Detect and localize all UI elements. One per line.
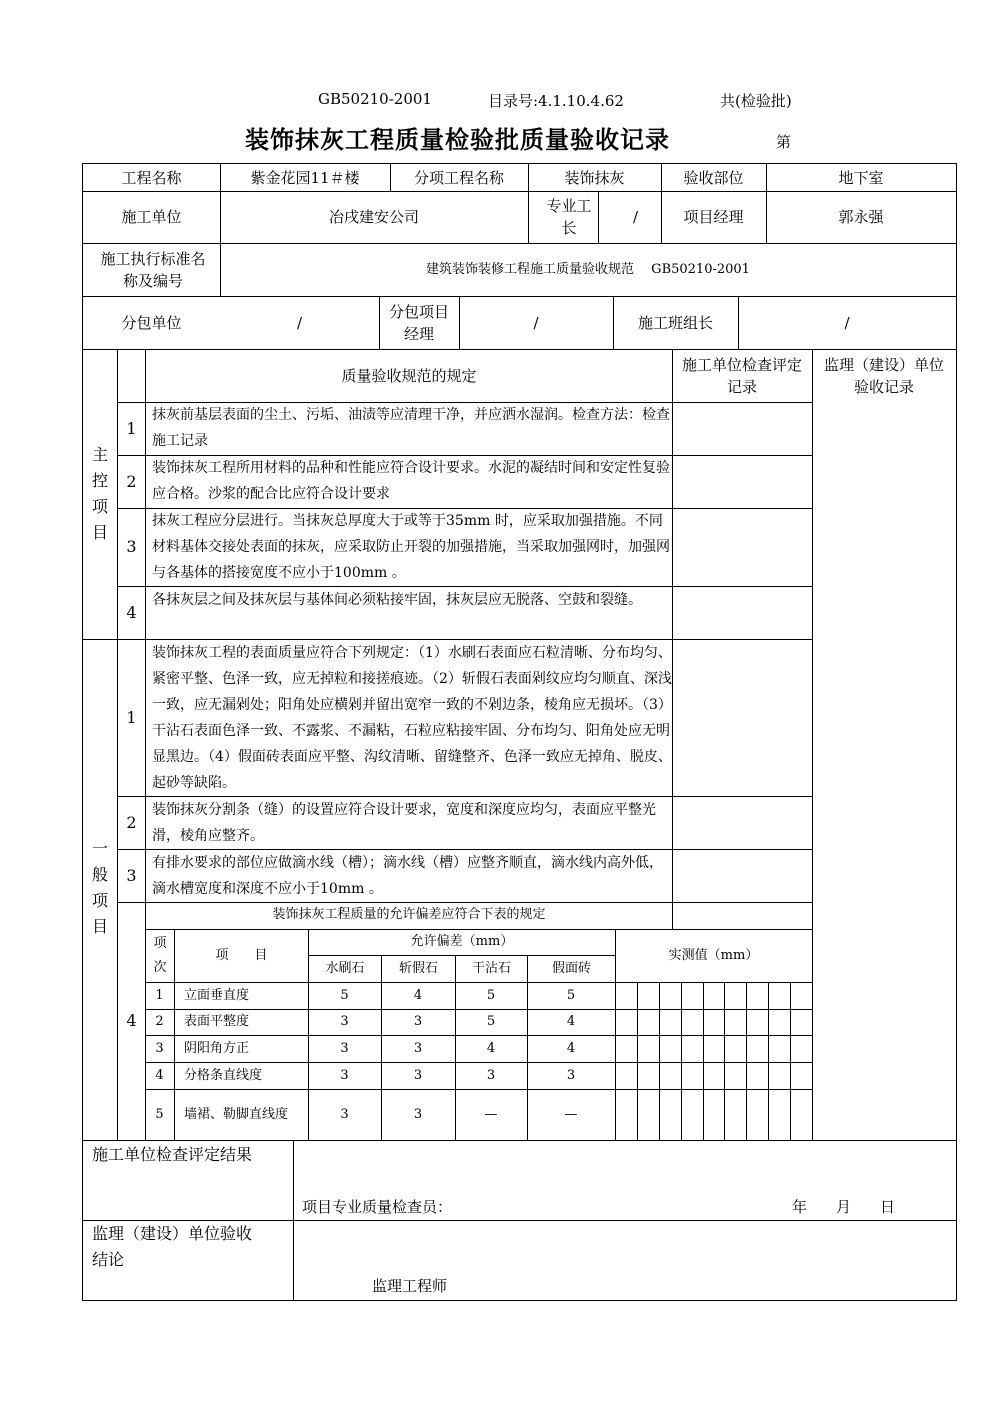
tol-row-no: 1: [155, 987, 164, 1003]
foreman: /: [632, 208, 639, 226]
month-label: 月: [836, 1198, 852, 1216]
tol-measured-header: 实测值（mm）: [668, 947, 759, 963]
main-item-2-text: 装饰抹灰工程所用材料的品种和性能应符合设计要求。水泥的凝结时间和安定性复验应合格。沙浆的配合比应符合设计要求: [152, 460, 670, 502]
part-label: 验收部位: [683, 168, 744, 187]
general-item-2-text: 装饰抹灰分割条（缝）的设置应符合设计要求，宽度和深度应均匀，表面应平整光滑，棱角应整齐。: [152, 802, 656, 844]
tol-row-value: 4: [486, 1040, 496, 1056]
grid-line: [82, 1300, 957, 1301]
tol-row-value: —: [484, 1106, 498, 1122]
foreman-label: 专业工长: [546, 197, 592, 237]
grid-line: [703, 982, 704, 1141]
grid-line: [812, 349, 813, 1141]
pm-label: 项目经理: [683, 208, 744, 226]
standard-label: 施工执行标准名称及编号: [100, 249, 206, 290]
general-item-4-text: 装饰抹灰工程质量的允许偏差应符合下表的规定: [272, 907, 546, 922]
standard-code: GB50210-2001: [318, 90, 432, 108]
tol-seq-header: 项次: [153, 935, 167, 975]
tol-row-value: 3: [566, 1067, 576, 1083]
inspector-label: 项目专业质量检查员：: [302, 1198, 453, 1216]
tol-row-no: 3: [155, 1040, 164, 1056]
tol-row-value: 3: [340, 1014, 349, 1029]
tol-row-name: 阴阳角方正: [184, 1040, 250, 1056]
sub-pm-label: 分包项目经理: [388, 302, 449, 343]
grid-line: [746, 982, 747, 1141]
subitem: 装饰抹灰: [564, 168, 625, 187]
general-item-4-no: 4: [126, 1011, 137, 1030]
subitem-label: 分项工程名称: [413, 168, 504, 187]
tol-row-value: —: [564, 1106, 578, 1122]
tol-row-value: 4: [566, 1040, 576, 1056]
main-item-1-text: 抹灰前基层表面的尘土、污垢、油渍等应清理干净，并应洒水湿润。检查方法：检查施工记录: [152, 407, 670, 449]
team-leader-label: 施工班组长: [637, 313, 713, 332]
general-label: 一 般 项 目: [91, 839, 108, 936]
grid-line: [768, 982, 769, 1141]
tol-row-name: 墙裙、勒脚直线度: [184, 1106, 289, 1122]
sub-pm: /: [533, 313, 539, 332]
tol-row-value: 3: [413, 1067, 423, 1083]
tol-row-value: 3: [413, 1014, 423, 1029]
day-label: 日: [880, 1198, 896, 1216]
contractor: 冶戌建安公司: [328, 208, 419, 226]
tol-row-no: 5: [155, 1106, 164, 1122]
grid-line: [637, 982, 638, 1141]
contractor-label: 施工单位: [121, 208, 182, 226]
tol-row-value: 3: [340, 1040, 349, 1056]
grid-line: [379, 296, 380, 350]
general-item-2-no: 2: [126, 812, 137, 832]
page-title: 装饰抹灰工程质量检验批质量验收记录: [245, 125, 670, 154]
grid-line: [956, 163, 957, 1301]
tol-col-3: 干沾石: [471, 960, 511, 976]
main-item-4-no: 4: [126, 602, 137, 622]
tol-row-value: 3: [413, 1106, 423, 1122]
tol-row-value: 3: [340, 1106, 349, 1122]
tol-row-no: 4: [155, 1067, 164, 1083]
general-item-1-no: 1: [126, 707, 137, 727]
standard-value: 建筑装饰装修工程施工质量验收规范 GB50210-2001: [426, 261, 750, 277]
supervisor-result-label: 监理（建设）单位验收结论: [92, 1224, 253, 1269]
sub-unit: /: [296, 313, 303, 332]
tol-col-4: 假面砖: [551, 960, 591, 976]
tol-col-1: 水刷石: [325, 960, 365, 976]
general-item-3-no: 3: [126, 865, 137, 885]
tol-row-value: 4: [566, 1014, 576, 1029]
tol-row-value: 5: [566, 987, 576, 1003]
grid-line: [681, 982, 682, 1141]
tol-row-value: 3: [340, 1067, 349, 1083]
grid-line: [659, 982, 660, 1141]
sub-unit-label: 分包单位: [121, 313, 182, 332]
project-name: 紫金花园11＃楼: [250, 168, 360, 187]
engineer-label: 监理工程师: [372, 1277, 448, 1295]
general-item-3-text: 有排水要求的部位应做滴水线（槽）；滴水线（槽）应整齐顺直，滴水线内高外低，滴水槽宽度和深度不应小于10mm 。: [152, 855, 663, 897]
main-item-1-no: 1: [126, 418, 137, 438]
general-item-1-text: 装饰抹灰工程的表面质量应符合下列规定：（1）水刷石表面应石粒清晰、分布均匀、紧密平整、色泽一致，应无掉粒和接搓痕迹。（2）斩假石表面剁纹应均匀顺直、深浅一致，应无漏剁处；阳角处应横剁并留出宽窄一致的不剁边条，棱角应无损坏。（3）干沾石表面色泽一致、不露浆、不漏粘，石粒应粘接牢固、分布均匀、阳角处应无明显黑边。（4）假面砖表面应平整、沟纹清晰、留缝整齐、色泽一致应无掉角、脱皮、起砂等缺陷。: [152, 645, 672, 791]
tol-col-2: 斩假石: [398, 960, 438, 976]
main-item-3-no: 3: [126, 537, 137, 556]
tol-allow-header: 允许偏差（mm）: [410, 934, 514, 949]
tol-row-no: 2: [155, 1014, 164, 1029]
year-label: 年: [792, 1198, 808, 1216]
tol-row-value: 3: [486, 1067, 496, 1083]
contractor-check-header: 施工单位检查评定记录: [681, 355, 802, 396]
spec-header: 质量验收规范的规定: [341, 366, 477, 385]
tol-row-value: 5: [340, 987, 349, 1003]
catalog-number: 目录号:4.1.10.4.62: [488, 92, 624, 110]
pm: 郭永强: [838, 208, 884, 226]
main-item-3-text: 抹灰工程应分层进行。当抹灰总厚度大于或等于35mm 时，应采取加强措施。不同材料基体交接处表面的抹灰，应采取防止开裂的加强措施，当采取加强网时，加强网与各基体的搭接宽度不应小于100mm 。: [152, 513, 670, 581]
grid-line: [790, 982, 791, 1141]
tol-row-name: 立面垂直度: [184, 987, 250, 1003]
grid-line: [82, 1140, 957, 1141]
grid-line: [724, 982, 725, 1141]
contractor-result-label: 施工单位检查评定结果: [92, 1145, 253, 1164]
tol-row-value: 4: [413, 987, 423, 1003]
main-item-2-no: 2: [126, 471, 137, 491]
tol-row-value: 3: [413, 1040, 423, 1056]
main-control-label: 主 控 项 目: [91, 445, 108, 542]
part: 地下室: [838, 168, 884, 187]
tol-row-value: 5: [486, 987, 496, 1003]
tol-row-name: 分格条直线度: [184, 1067, 263, 1083]
project-name-label: 工程名称: [121, 168, 182, 187]
grid-line: [598, 191, 599, 244]
tol-row-value: 5: [486, 1014, 496, 1029]
tol-item-header: 项 目: [215, 947, 268, 963]
supervisor-header: 监理（建设）单位验收记录: [823, 355, 944, 396]
team-leader: /: [844, 313, 850, 332]
batch-total: 共(检验批): [720, 92, 792, 110]
main-item-4-text: 各抹灰层之间及抹灰层与基体间必须粘接牢固，抹灰层应无脱落、空鼓和裂缝。: [152, 592, 642, 608]
tol-row-name: 表面平整度: [184, 1014, 250, 1029]
page-number-label: 第: [776, 133, 792, 151]
